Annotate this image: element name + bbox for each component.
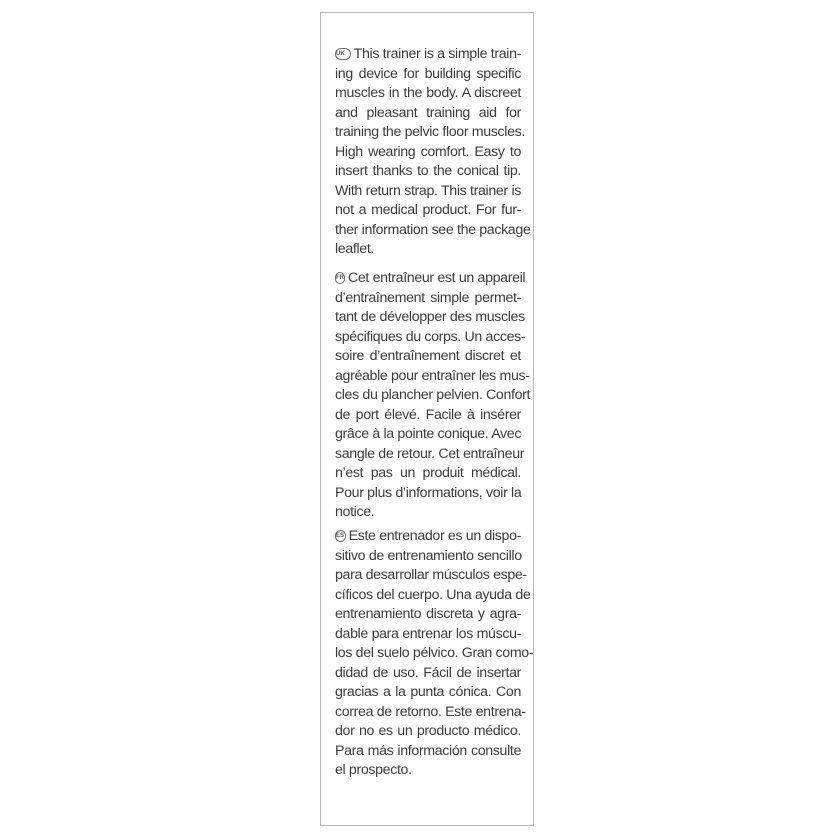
text-line: ing device for building specific [335, 65, 521, 82]
language-badge-uk: UK [335, 48, 351, 60]
text-line-content: This trainer is a simple train- [353, 46, 521, 62]
text-line: High wearing comfort. Easy to [335, 143, 521, 160]
text-line: didad de uso. Fácil de insertar [335, 664, 521, 681]
leaflet-panel [320, 12, 534, 826]
text-line: not a medical product. For fur- [335, 202, 521, 218]
text-line [335, 527, 521, 547]
text-line: training the pelvic floor muscles. [335, 124, 525, 140]
text-line: leaflet. [335, 241, 375, 257]
text-line: sitivo de entrenamiento sencillo [335, 547, 522, 564]
text-line: With return strap. This trainer is [335, 182, 521, 199]
text-line: n’est pas un produit médical. [335, 465, 521, 481]
section-fr [335, 269, 531, 523]
section-uk [335, 45, 531, 260]
text-line [335, 269, 526, 289]
text-line: tant de développer des muscles [335, 309, 525, 325]
text-line: insert thanks to the conical tip. [335, 163, 521, 179]
section-es [335, 527, 534, 781]
text-line: para desarrollar músculos espe- [335, 567, 527, 583]
text-line: Para más información consulte [335, 742, 521, 759]
text-line: correa de retorno. Este entrena- [335, 703, 526, 720]
text-line: dable para entrenar los múscu- [335, 625, 521, 642]
text-line: d’entraînement simple permet- [335, 289, 521, 306]
text-line: grâce à la pointe conique. Avec [335, 426, 522, 442]
text-line: spécifiques du corps. Un acces- [335, 328, 526, 345]
text-line: and pleasant training aid for [335, 104, 521, 121]
text-line: ther information see the package [335, 221, 531, 238]
text-line: Pour plus d’informations, voir la [335, 484, 522, 501]
text-line: cíficos del cuerpo. Una ayuda de [335, 586, 531, 603]
text-line: entrenamiento discreta y agra- [335, 606, 521, 622]
text-line: los del suelo pélvico. Gran como- [335, 645, 534, 661]
text-line: gracias a la punta cónica. Con [335, 684, 521, 700]
text-line: agréable pour entraîner les mus- [335, 367, 530, 384]
text-line: sangle de retour. Cet entraîneur [335, 445, 525, 462]
language-badge-es: ES [335, 530, 346, 542]
text-line: muscles in the body. A discreet [335, 85, 521, 101]
text-line [335, 45, 521, 65]
text-line-content: Este entrenador es un dispo- [348, 528, 521, 544]
text-line: dor no es un producto médico. [335, 723, 521, 739]
text-line: de port élevé. Facile à insérer [335, 406, 521, 423]
text-line: cles du plancher pelvien. Confort [335, 387, 531, 403]
text-line: soire d’entraînement discret et [335, 348, 521, 364]
text-line: notice. [335, 504, 375, 520]
text-line-content: Cet entraîneur est un appareil [348, 270, 526, 286]
language-badge-fr: FR [335, 272, 345, 284]
text-line: el prospecto. [335, 762, 412, 778]
